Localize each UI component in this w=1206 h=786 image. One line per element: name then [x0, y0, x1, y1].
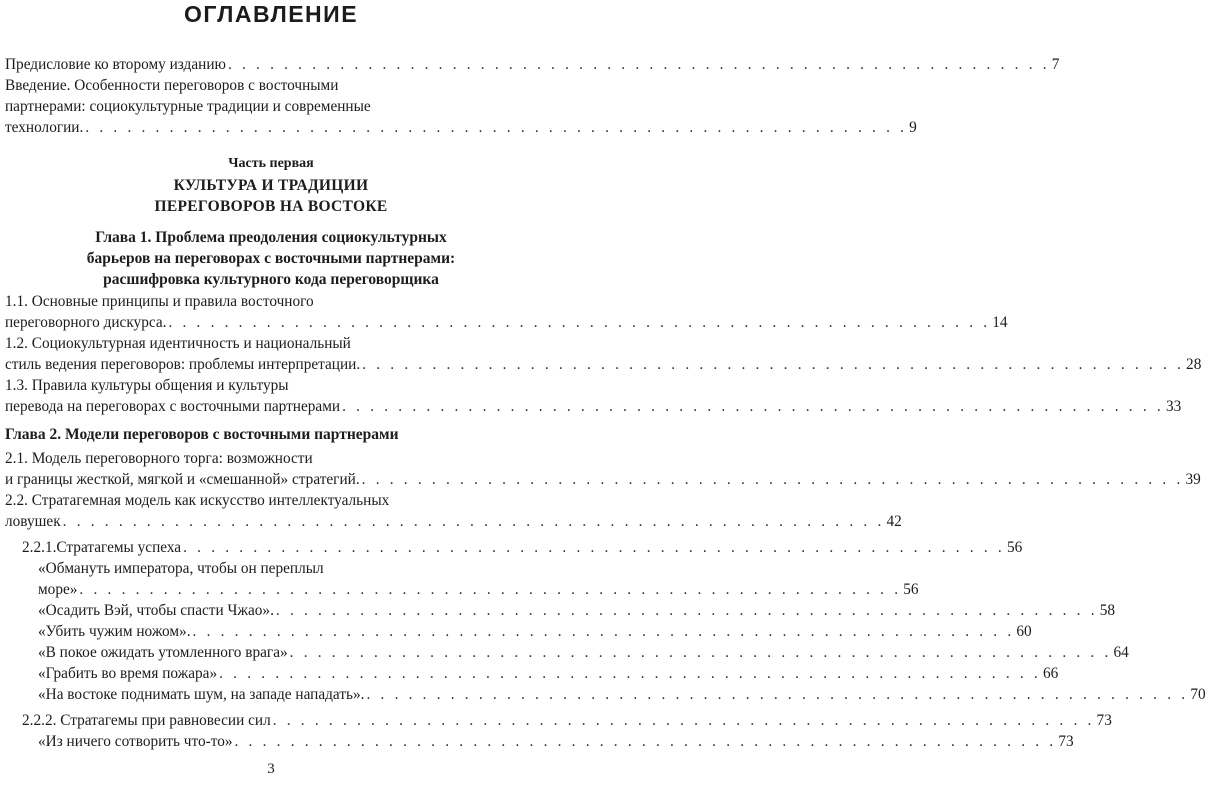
toc-entry-section[interactable]: [5, 512, 902, 533]
toc-entry-section-line: 1.3. Правила культуры общения и культуры: [5, 377, 289, 394]
chapter-1-title: расшифровка культурного кода переговорщика: [103, 271, 439, 288]
entry-page-number: 58: [1099, 602, 1116, 619]
entry-title: «В покое ожидать утомленного врага»: [38, 644, 288, 661]
dot-leader: . . . . . . . . . . . . . . . . . . . . . . . . . . . . . . . . . . . . . . . . . . . . . . . . . . . . . . . . . . .: [361, 471, 1184, 488]
dot-leader: . . . . . . . . . . . . . . . . . . . . . . . . . . . . . . . . . . . . . . . . . . . . . . . . . . . . . . . . . . .: [366, 686, 1189, 703]
toc-entry-stratagem[interactable]: [38, 643, 1129, 664]
toc-entry-subsection[interactable]: [22, 538, 1023, 559]
toc-entry-stratagem[interactable]: [38, 732, 1074, 753]
dot-leader: . . . . . . . . . . . . . . . . . . . . . . . . . . . . . . . . . . . . . . . . . . . . . . . . . . . . . . . . . . .: [79, 581, 902, 598]
entry-page-number: 56: [903, 581, 919, 598]
entry-page-number: 14: [992, 314, 1008, 331]
entry-title: стиль ведения переговоров: проблемы интерпретации.: [5, 356, 361, 373]
part-title: КУЛЬТУРА И ТРАДИЦИИ: [173, 177, 369, 194]
entry-title: «Грабить во время пожара»: [38, 665, 218, 682]
toc-entry-section-line: 1.1. Основные принципы и правила восточного: [5, 293, 314, 310]
entry-page-number: 9: [909, 119, 917, 136]
part-title: ПЕРЕГОВОРОВ НА ВОСТОКЕ: [154, 198, 388, 215]
toc-entry-section[interactable]: [5, 313, 1008, 334]
chapter-2-title: Глава 2. Модели переговоров с восточными партнерами: [5, 426, 399, 443]
dot-leader: . . . . . . . . . . . . . . . . . . . . . . . . . . . . . . . . . . . . . . . . . . . . . . . . . . . . . . . . . . .: [362, 356, 1185, 373]
dot-leader: . . . . . . . . . . . . . . . . . . . . . . . . . . . . . . . . . . . . . . . . . . . . . . . . . . . . . . . . . . .: [272, 712, 1095, 729]
dot-leader: . . . . . . . . . . . . . . . . . . . . . . . . . . . . . . . . . . . . . . . . . . . . . . . . . . . . . . . . . . .: [234, 733, 1057, 750]
toc-entry-section[interactable]: [5, 355, 1202, 376]
toc-entry-introduction[interactable]: [5, 118, 917, 139]
entry-page-number: 66: [1042, 665, 1059, 682]
toc-entry-section[interactable]: [5, 397, 1182, 418]
toc-entry-stratagem[interactable]: [38, 580, 919, 601]
toc-entry-stratagem-line: «Обмануть императора, чтобы он переплыл: [38, 560, 324, 577]
toc-entry-subsection[interactable]: [22, 711, 1112, 732]
dot-leader: . . . . . . . . . . . . . . . . . . . . . . . . . . . . . . . . . . . . . . . . . . . . . . . . . . . . . . . . . . .: [219, 665, 1041, 682]
entry-title: 2.2.2. Стратагемы при равновесии сил: [22, 712, 271, 729]
entry-title: 2.2.1.Стратагемы успеха: [22, 539, 182, 556]
chapter-1-title: барьеров на переговорах с восточными партнерами:: [86, 250, 456, 267]
part-label: Часть первая: [228, 156, 314, 171]
entry-page-number: 56: [1006, 539, 1023, 556]
dot-leader: . . . . . . . . . . . . . . . . . . . . . . . . . . . . . . . . . . . . . . . . . . . . . . . . . . . . . . . . . . .: [168, 314, 991, 331]
entry-page-number: 42: [886, 513, 902, 530]
entry-title: перевода на переговорах с восточными партнерами: [5, 398, 341, 415]
dot-leader: . . . . . . . . . . . . . . . . . . . . . . . . . . . . . . . . . . . . . . . . . . . . . . . . . . . . . . . . . . .: [227, 56, 1050, 73]
dot-leader: . . . . . . . . . . . . . . . . . . . . . . . . . . . . . . . . . . . . . . . . . . . . . . . . . . . . . . . . . . .: [183, 539, 1005, 556]
dot-leader: . . . . . . . . . . . . . . . . . . . . . . . . . . . . . . . . . . . . . . . . . . . . . . . . . . . . . . . . . . .: [289, 644, 1112, 661]
dot-leader: . . . . . . . . . . . . . . . . . . . . . . . . . . . . . . . . . . . . . . . . . . . . . . . . . . . . . . . . . . .: [275, 602, 1098, 619]
toc-entry-introduction-line: Введение. Особенности переговоров с восточными: [5, 77, 339, 94]
entry-page-number: 39: [1185, 471, 1201, 488]
toc-entry-introduction-line: партнерами: социокультурные традиции и современные: [5, 98, 371, 115]
entry-title: технологии.: [5, 119, 84, 136]
entry-title: и границы жесткой, мягкой и «смешанной» стратегий.: [5, 471, 360, 488]
entry-title: море»: [38, 581, 78, 598]
toc-entry-section-line: 2.1. Модель переговорного торга: возможности: [5, 450, 313, 467]
page-title: ОГЛАВЛЕНИЕ: [183, 1, 359, 27]
toc-entry-section-line: 2.2. Стратагемная модель как искусство интеллектуальных: [5, 492, 390, 509]
toc-entry-stratagem[interactable]: [38, 664, 1059, 685]
toc-entry-preface[interactable]: [5, 55, 1060, 76]
entry-title: «На востоке поднимать шум, на западе нападать».: [38, 686, 365, 703]
dot-leader: . . . . . . . . . . . . . . . . . . . . . . . . . . . . . . . . . . . . . . . . . . . . . . . . . . . . . . . . . . .: [192, 623, 1015, 640]
entry-title: Предисловие ко второму изданию: [5, 56, 226, 73]
entry-title: переговорного дискурса.: [5, 314, 167, 331]
entry-page-number: 60: [1016, 623, 1032, 640]
entry-page-number: 64: [1113, 644, 1129, 661]
entry-title: ловушек: [5, 513, 61, 530]
entry-page-number: 73: [1096, 712, 1112, 729]
dot-leader: . . . . . . . . . . . . . . . . . . . . . . . . . . . . . . . . . . . . . . . . . . . . . . . . . . . . . . . . . . .: [342, 398, 1164, 415]
entry-page-number: 73: [1058, 733, 1074, 750]
entry-title: «Из ничего сотворить что-то»: [38, 733, 233, 750]
entry-title: «Убить чужим ножом».: [38, 623, 191, 640]
page-number: 3: [267, 761, 275, 777]
toc-entry-section[interactable]: [5, 470, 1201, 491]
toc-entry-stratagem[interactable]: [38, 685, 1206, 706]
entry-page-number: 7: [1051, 56, 1060, 73]
chapter-1-title: Глава 1. Проблема преодоления социокультурных: [95, 229, 447, 246]
toc-entry-stratagem[interactable]: [38, 622, 1032, 643]
entry-page-number: 33: [1165, 398, 1182, 415]
entry-title: «Осадить Вэй, чтобы спасти Чжао».: [38, 602, 274, 619]
toc-entry-section-line: 1.2. Социокультурная идентичность и национальный: [5, 335, 351, 352]
dot-leader: . . . . . . . . . . . . . . . . . . . . . . . . . . . . . . . . . . . . . . . . . . . . . . . . . . . . . . . . . . .: [85, 119, 908, 136]
dot-leader: . . . . . . . . . . . . . . . . . . . . . . . . . . . . . . . . . . . . . . . . . . . . . . . . . . . . . . . . . . .: [62, 513, 885, 530]
entry-page-number: 70: [1190, 686, 1206, 703]
entry-page-number: 28: [1186, 356, 1202, 373]
toc-entry-stratagem[interactable]: [38, 601, 1116, 622]
